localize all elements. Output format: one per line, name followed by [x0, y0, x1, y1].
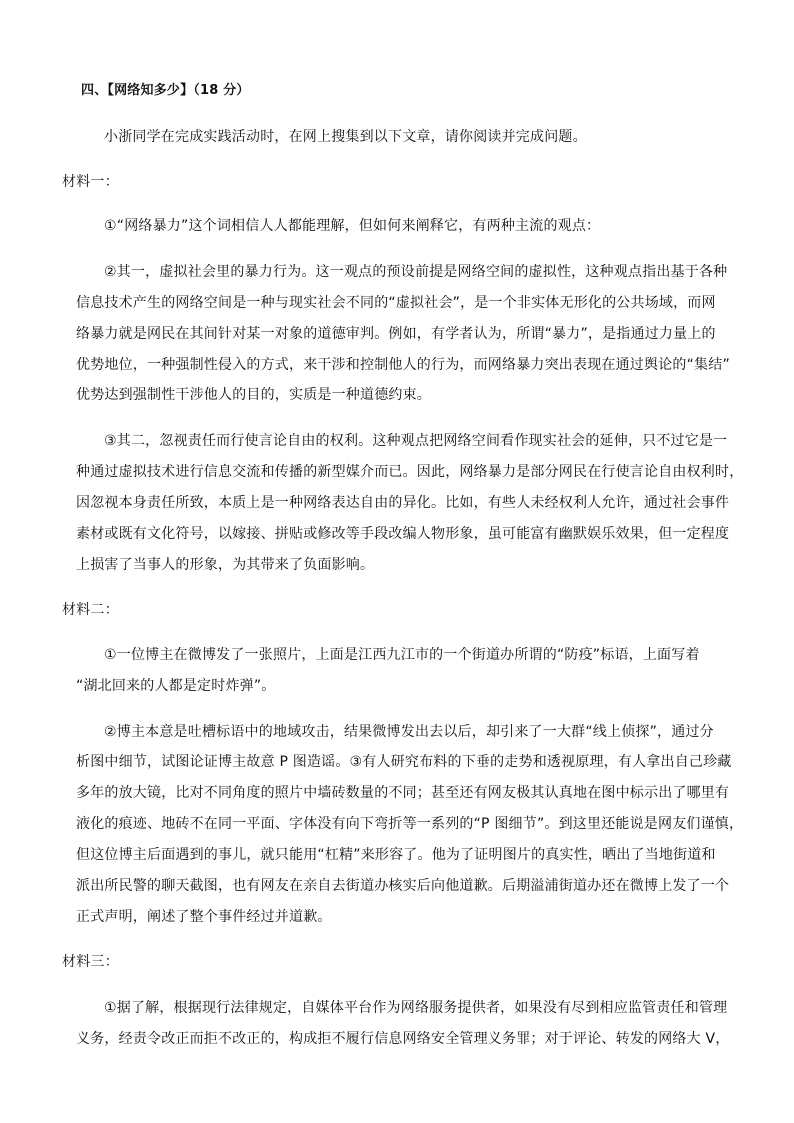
material-1-paragraph-3-line-5: 上损害了当事人的形象，为其带来了负面影响。	[76, 557, 375, 573]
material-2-paragraph-2-line-6: 派出所民警的聊天截图，也有网友在亲自去街道办核实后向他道歉。后期溢浦街道办还在微博上发了一个	[76, 878, 730, 894]
section-heading: 四、【网络知多少】（18 分）	[81, 83, 250, 98]
material-1-paragraph-3-line-1: ③其二，忽视责任而行使言论自由的权利。这种观点把网络空间看作现实社会的延伸，只不过它是一	[104, 433, 728, 449]
material-1-paragraph-3-line-2: 种通过虚拟技术进行信息交流和传播的新型媒介而已。因此，网络暴力是部分网民在行使言论自由权利时，	[76, 464, 744, 480]
material-1-paragraph-3-line-4: 素材或既有文化符号，以嫁接、拼贴或修改等手段改编人物形象，虽可能富有幽默娱乐效果，但一定程度	[76, 526, 730, 542]
material-1-paragraph-2-line-5: 优势达到强制性干涉他人的目的，实质是一种道德约束。	[76, 387, 431, 403]
material-2-paragraph-2-line-5: 但这位博主后面遇到的事儿，就只能用“杠精”来形容了。他为了证明图片的真实性，晒出了当地街道和	[76, 847, 716, 863]
material-1-paragraph-1-line-1: ①“网络暴力”这个词相信人人都能理解，但如何来阐释它，有两种主流的观点：	[104, 218, 601, 234]
section-intro: 小浙同学在完成实践活动时，在网上搜集到以下文章，请你阅读并完成问题。	[104, 129, 587, 145]
material-2-paragraph-2-line-3: 多年的放大镜，比对不同角度的照片中墙砖数量的不同；甚至还有网友极其认真地在图中标示出了哪里有	[76, 785, 730, 801]
material-2-label: 材料二：	[62, 602, 119, 618]
material-2-paragraph-2-line-2: 析图中细节，试图论证博主故意 P 图造谣。③有人研究布料的下垂的走势和透视原理，有人拿出自己珍藏	[76, 754, 732, 770]
material-3-paragraph-1-line-1: ①据了解，根据现行法律规定，自媒体平台作为网络服务提供者，如果没有尽到相应监管责任和管理	[104, 1000, 728, 1016]
material-2-paragraph-1-line-1: ①一位博主在微博发了一张照片，上面是江西九江市的一个街道办所谓的“防疫”标语，上面写着	[104, 647, 700, 663]
material-2-paragraph-2-line-7: 正式声明，阐述了整个事件经过并道歉。	[76, 909, 332, 925]
material-1-paragraph-2-line-4: 优势地位，一种强制性侵入的方式，来干涉和控制他人的行为，而网络暴力突出表现在通过舆论的“集结”	[76, 357, 730, 373]
material-3-paragraph-1-line-2: 义务，经责令改正而拒不改正的，构成拒不履行信息网络安全管理义务罪；对于评论、转发的网络大 V，	[76, 1031, 730, 1047]
material-3-label: 材料三：	[62, 954, 119, 970]
material-1-paragraph-3-line-3: 因忽视本身责任所致，本质上是一种网络表达自由的异化。比如，有些人未经权利人允许，通过社会事件	[76, 495, 730, 511]
material-2-paragraph-2-line-4: 液化的痕迹、地砖不在同一平面、字体没有向下弯折等一系列的“P 图细节”。到这里还能说是网友们谨慎，	[76, 816, 744, 832]
material-2-paragraph-1-line-2: “湖北回来的人都是定时炸弹”。	[76, 678, 276, 694]
material-2-paragraph-2-line-1: ②博主本意是吐槽标语中的地域攻击，结果微博发出去以后，却引来了一大群“线上侦探”，通过分	[104, 724, 714, 740]
material-1-label: 材料一：	[62, 174, 119, 190]
material-1-paragraph-2-line-1: ②其一，虚拟社会里的暴力行为。这一观点的预设前提是网络空间的虚拟性，这种观点指出基于各种	[104, 264, 728, 280]
material-1-paragraph-2-line-2: 信息技术产生的网络空间是一种与现实社会不同的“虚拟社会”，是一个非实体无形化的公共场域，而网	[76, 295, 716, 311]
material-1-paragraph-2-line-3: 络暴力就是网民在其间针对某一对象的道德审判。例如，有学者认为，所谓“暴力”，是指通过力量上的	[76, 326, 716, 342]
